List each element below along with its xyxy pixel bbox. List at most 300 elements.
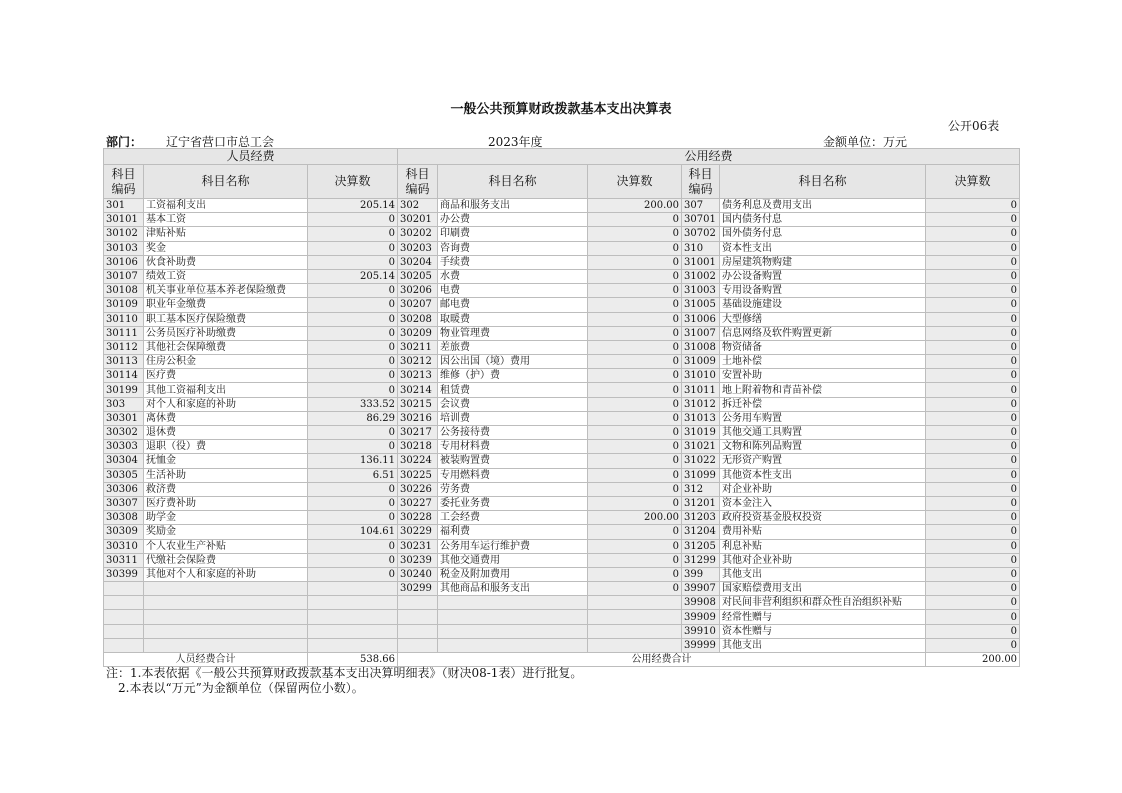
cell-code: 30701 — [682, 213, 720, 227]
cell-code: 31201 — [682, 496, 720, 510]
cell-code: 39907 — [682, 582, 720, 596]
fiscal-year: 2023年度 — [488, 135, 543, 149]
table-row — [104, 440, 1020, 454]
cell-code: 31011 — [682, 383, 720, 397]
cell-code: 39908 — [682, 596, 720, 610]
cell-amount: 0 — [588, 355, 682, 369]
cell-amount: 0 — [308, 553, 398, 567]
cell-name: 退休费 — [144, 426, 308, 440]
cell-code: 303 — [104, 397, 144, 411]
cell-amount — [308, 638, 398, 652]
cell-amount: 0 — [588, 255, 682, 269]
cell-code: 30308 — [104, 511, 144, 525]
cell-code — [398, 610, 438, 624]
cell-code: 30226 — [398, 482, 438, 496]
table-row — [104, 241, 1020, 255]
cell-name: 印刷费 — [438, 227, 588, 241]
cell-code: 30112 — [104, 340, 144, 354]
cell-code — [398, 624, 438, 638]
cell-code: 31204 — [682, 525, 720, 539]
cell-code: 399 — [682, 567, 720, 581]
cell-name: 救济费 — [144, 482, 308, 496]
table-row — [104, 269, 1020, 283]
cell-name — [144, 638, 308, 652]
cell-amount — [308, 624, 398, 638]
cell-code: 30109 — [104, 298, 144, 312]
cell-code — [398, 638, 438, 652]
name-header: 科目名称 — [144, 165, 308, 199]
cell-code: 31010 — [682, 369, 720, 383]
note-2: 2.本表以“万元”为金额单位（保留两位小数）。 — [118, 681, 364, 695]
cell-name: 经常性赠与 — [720, 610, 926, 624]
cell-name: 工资福利支出 — [144, 199, 308, 213]
cell-amount: 0 — [926, 624, 1020, 638]
cell-code: 30204 — [398, 255, 438, 269]
cell-name: 离休费 — [144, 411, 308, 425]
cell-amount: 0 — [926, 326, 1020, 340]
cell-amount: 0 — [308, 241, 398, 255]
cell-amount: 0 — [588, 468, 682, 482]
cell-code: 39909 — [682, 610, 720, 624]
cell-code — [104, 610, 144, 624]
cell-name: 国家赔偿费用支出 — [720, 582, 926, 596]
department-label: 部门： — [106, 135, 143, 149]
cell-code: 39999 — [682, 638, 720, 652]
report-title: 一般公共预算财政拨款基本支出决算表 — [450, 102, 672, 117]
cell-code: 30107 — [104, 269, 144, 283]
cell-name: 国外债务付息 — [720, 227, 926, 241]
cell-amount: 0 — [588, 496, 682, 510]
column-header-row — [104, 165, 1020, 199]
cell-code: 30106 — [104, 255, 144, 269]
cell-code: 30217 — [398, 426, 438, 440]
cell-name: 住房公积金 — [144, 355, 308, 369]
cell-name: 对民间非营利组织和群众性自治组织补贴 — [720, 596, 926, 610]
cell-amount: 205.14 — [308, 199, 398, 213]
cell-name: 退职（役）费 — [144, 440, 308, 454]
cell-amount: 0 — [926, 298, 1020, 312]
cell-code: 30227 — [398, 496, 438, 510]
cell-amount: 0 — [588, 553, 682, 567]
cell-code: 31099 — [682, 468, 720, 482]
cell-amount: 0 — [588, 397, 682, 411]
cell-name — [438, 638, 588, 652]
cell-amount — [308, 610, 398, 624]
cell-amount: 0 — [926, 638, 1020, 652]
cell-code: 30304 — [104, 454, 144, 468]
cell-name: 其他支出 — [720, 567, 926, 581]
notes — [106, 666, 582, 696]
cell-amount: 0 — [308, 511, 398, 525]
cell-name: 公务员医疗补助缴费 — [144, 326, 308, 340]
cell-code: 31021 — [682, 440, 720, 454]
cell-name: 职工基本医疗保险缴费 — [144, 312, 308, 326]
table-row — [104, 624, 1020, 638]
cell-amount: 0 — [926, 596, 1020, 610]
cell-amount: 0 — [588, 539, 682, 553]
amount-header: 决算数 — [926, 165, 1020, 199]
cell-amount: 0 — [308, 298, 398, 312]
cell-code: 30113 — [104, 355, 144, 369]
cell-name: 其他对个人和家庭的补助 — [144, 567, 308, 581]
cell-code: 31203 — [682, 511, 720, 525]
cell-amount: 0 — [926, 411, 1020, 425]
cell-code — [104, 624, 144, 638]
cell-code: 30225 — [398, 468, 438, 482]
code-header: 科目编码 — [398, 165, 438, 199]
cell-amount: 205.14 — [308, 269, 398, 283]
cell-name: 代缴社会保险费 — [144, 553, 308, 567]
cell-code: 30207 — [398, 298, 438, 312]
cell-name: 资本性赠与 — [720, 624, 926, 638]
table-row — [104, 213, 1020, 227]
cell-name: 土地补偿 — [720, 355, 926, 369]
cell-amount: 0 — [926, 496, 1020, 510]
cell-name: 其他资本性支出 — [720, 468, 926, 482]
cell-amount: 0 — [588, 383, 682, 397]
note-1: 注：1.本表依据《一般公共预算财政拨款基本支出决算明细表》（财决08-1表）进行批复。 — [106, 666, 583, 680]
cell-amount: 200.00 — [588, 511, 682, 525]
cell-code: 30214 — [398, 383, 438, 397]
amount-header: 决算数 — [308, 165, 398, 199]
cell-code: 30231 — [398, 539, 438, 553]
cell-name: 对个人和家庭的补助 — [144, 397, 308, 411]
cell-name: 其他对企业补助 — [720, 553, 926, 567]
cell-name: 政府投资基金股权投资 — [720, 511, 926, 525]
table-row — [104, 596, 1020, 610]
cell-code: 30218 — [398, 440, 438, 454]
cell-amount: 0 — [308, 227, 398, 241]
cell-code: 31001 — [682, 255, 720, 269]
cell-amount: 0 — [926, 369, 1020, 383]
cell-code: 31012 — [682, 397, 720, 411]
cell-name: 办公设备购置 — [720, 269, 926, 283]
public-total-value: 200.00 — [926, 653, 1020, 667]
cell-code: 30240 — [398, 567, 438, 581]
cell-code: 30205 — [398, 269, 438, 283]
cell-code: 31005 — [682, 298, 720, 312]
cell-amount: 0 — [308, 326, 398, 340]
cell-name: 伙食补助费 — [144, 255, 308, 269]
cell-amount: 200.00 — [588, 199, 682, 213]
cell-amount: 0 — [926, 269, 1020, 283]
table-row — [104, 482, 1020, 496]
cell-name — [144, 582, 308, 596]
cell-code — [104, 596, 144, 610]
cell-code: 30305 — [104, 468, 144, 482]
personnel-total-value: 538.66 — [308, 653, 398, 667]
cell-name: 资本金注入 — [720, 496, 926, 510]
table-row — [104, 255, 1020, 269]
table-row — [104, 355, 1020, 369]
cell-name: 公务接待费 — [438, 426, 588, 440]
cell-amount: 0 — [926, 255, 1020, 269]
cell-name: 公务用车运行维护费 — [438, 539, 588, 553]
cell-amount: 0 — [926, 567, 1020, 581]
cell-code: 31013 — [682, 411, 720, 425]
cell-amount: 0 — [308, 482, 398, 496]
table-row — [104, 227, 1020, 241]
table-row — [104, 511, 1020, 525]
cell-name: 地上附着物和青苗补偿 — [720, 383, 926, 397]
cell-name: 奖金 — [144, 241, 308, 255]
cell-amount: 0 — [308, 440, 398, 454]
cell-name: 手续费 — [438, 255, 588, 269]
cell-code: 30103 — [104, 241, 144, 255]
personnel-total-label: 人员经费合计 — [104, 653, 308, 667]
cell-code: 30201 — [398, 213, 438, 227]
cell-name: 绩效工资 — [144, 269, 308, 283]
cell-name: 福利费 — [438, 525, 588, 539]
cell-amount: 0 — [926, 482, 1020, 496]
amount-header: 决算数 — [588, 165, 682, 199]
cell-code: 30111 — [104, 326, 144, 340]
cell-name: 资本性支出 — [720, 241, 926, 255]
cell-name: 物资储备 — [720, 340, 926, 354]
cell-code: 30209 — [398, 326, 438, 340]
cell-amount: 0 — [926, 397, 1020, 411]
cell-code: 30301 — [104, 411, 144, 425]
table-row — [104, 199, 1020, 213]
cell-name — [438, 624, 588, 638]
table-row — [104, 340, 1020, 354]
cell-amount: 0 — [926, 284, 1020, 298]
cell-name: 基础设施建设 — [720, 298, 926, 312]
cell-name: 物业管理费 — [438, 326, 588, 340]
cell-amount: 0 — [308, 284, 398, 298]
cell-code: 30299 — [398, 582, 438, 596]
cell-code: 39910 — [682, 624, 720, 638]
cell-code: 30208 — [398, 312, 438, 326]
cell-amount: 0 — [588, 426, 682, 440]
cell-code: 30199 — [104, 383, 144, 397]
public-group-header: 公用经费 — [398, 149, 1020, 165]
cell-amount: 0 — [926, 213, 1020, 227]
table-row — [104, 525, 1020, 539]
cell-amount — [588, 596, 682, 610]
cell-code: 30310 — [104, 539, 144, 553]
cell-code: 30239 — [398, 553, 438, 567]
cell-amount: 0 — [308, 567, 398, 581]
cell-name: 维修（护）费 — [438, 369, 588, 383]
expenditure-table — [103, 148, 1020, 667]
cell-name: 委托业务费 — [438, 496, 588, 510]
table-row — [104, 567, 1020, 581]
cell-amount: 0 — [588, 213, 682, 227]
cell-code: 307 — [682, 199, 720, 213]
cell-name — [144, 624, 308, 638]
cell-code: 310 — [682, 241, 720, 255]
table-row — [104, 468, 1020, 482]
cell-amount: 0 — [588, 567, 682, 581]
cell-amount: 0 — [926, 383, 1020, 397]
cell-name: 机关事业单位基本养老保险缴费 — [144, 284, 308, 298]
cell-name: 公务用车购置 — [720, 411, 926, 425]
cell-code: 30212 — [398, 355, 438, 369]
cell-amount: 136.11 — [308, 454, 398, 468]
cell-code: 30215 — [398, 397, 438, 411]
cell-name: 无形资产购置 — [720, 454, 926, 468]
table-row — [104, 610, 1020, 624]
group-header-row — [104, 149, 1020, 165]
cell-code: 31007 — [682, 326, 720, 340]
cell-name: 办公费 — [438, 213, 588, 227]
cell-name: 专用燃料费 — [438, 468, 588, 482]
amount-unit: 金额单位：万元 — [823, 135, 908, 149]
cell-name: 债务利息及费用支出 — [720, 199, 926, 213]
cell-code: 301 — [104, 199, 144, 213]
cell-code: 30306 — [104, 482, 144, 496]
cell-code: 30309 — [104, 525, 144, 539]
cell-code — [398, 596, 438, 610]
cell-name: 安置补助 — [720, 369, 926, 383]
cell-amount: 0 — [926, 582, 1020, 596]
cell-amount: 0 — [926, 610, 1020, 624]
cell-amount: 0 — [308, 312, 398, 326]
table-row — [104, 553, 1020, 567]
table-row — [104, 383, 1020, 397]
cell-name: 取暖费 — [438, 312, 588, 326]
cell-amount: 0 — [926, 227, 1020, 241]
cell-name: 电费 — [438, 284, 588, 298]
cell-name: 医疗费 — [144, 369, 308, 383]
cell-amount: 104.61 — [308, 525, 398, 539]
cell-code: 30216 — [398, 411, 438, 425]
cell-code: 30224 — [398, 454, 438, 468]
cell-amount: 0 — [926, 199, 1020, 213]
personnel-group-header: 人员经费 — [104, 149, 398, 165]
cell-amount: 0 — [588, 241, 682, 255]
table-row — [104, 454, 1020, 468]
cell-amount: 0 — [588, 269, 682, 283]
cell-code — [104, 638, 144, 652]
cell-name: 其他支出 — [720, 638, 926, 652]
cell-name: 对企业补助 — [720, 482, 926, 496]
cell-amount: 0 — [926, 468, 1020, 482]
cell-name: 津贴补贴 — [144, 227, 308, 241]
table-row — [104, 496, 1020, 510]
cell-code: 30211 — [398, 340, 438, 354]
cell-amount: 0 — [588, 298, 682, 312]
cell-name: 医疗费补助 — [144, 496, 308, 510]
cell-amount: 0 — [308, 383, 398, 397]
cell-code: 30101 — [104, 213, 144, 227]
cell-amount — [588, 624, 682, 638]
cell-name — [438, 610, 588, 624]
cell-amount — [588, 638, 682, 652]
cell-name — [144, 596, 308, 610]
name-header: 科目名称 — [720, 165, 926, 199]
cell-name: 其他商品和服务支出 — [438, 582, 588, 596]
cell-name: 生活补助 — [144, 468, 308, 482]
cell-code: 31022 — [682, 454, 720, 468]
cell-amount: 0 — [926, 340, 1020, 354]
cell-name: 大型修缮 — [720, 312, 926, 326]
cell-amount: 0 — [588, 582, 682, 596]
cell-code: 30213 — [398, 369, 438, 383]
cell-name: 房屋建筑物购建 — [720, 255, 926, 269]
cell-name: 国内债务付息 — [720, 213, 926, 227]
cell-code: 30228 — [398, 511, 438, 525]
cell-name: 租赁费 — [438, 383, 588, 397]
table-row — [104, 426, 1020, 440]
cell-name: 奖励金 — [144, 525, 308, 539]
cell-amount — [308, 596, 398, 610]
table-row — [104, 582, 1020, 596]
cell-code: 30302 — [104, 426, 144, 440]
cell-amount — [588, 610, 682, 624]
cell-amount: 0 — [588, 284, 682, 298]
table-number: 公开06表 — [948, 119, 1000, 133]
cell-amount: 0 — [588, 227, 682, 241]
cell-name: 其他交通费用 — [438, 553, 588, 567]
cell-name: 邮电费 — [438, 298, 588, 312]
cell-code: 31002 — [682, 269, 720, 283]
cell-amount: 0 — [926, 539, 1020, 553]
cell-name: 税金及附加费用 — [438, 567, 588, 581]
cell-name: 培训费 — [438, 411, 588, 425]
cell-name: 咨询费 — [438, 241, 588, 255]
cell-amount: 0 — [926, 525, 1020, 539]
table-row — [104, 312, 1020, 326]
cell-name: 其他工资福利支出 — [144, 383, 308, 397]
cell-name: 抚恤金 — [144, 454, 308, 468]
cell-code — [104, 582, 144, 596]
table-row — [104, 411, 1020, 425]
cell-code: 30110 — [104, 312, 144, 326]
cell-name: 会议费 — [438, 397, 588, 411]
cell-code: 30229 — [398, 525, 438, 539]
public-total-label: 公用经费合计 — [398, 653, 926, 667]
cell-name: 基本工资 — [144, 213, 308, 227]
cell-amount: 0 — [588, 440, 682, 454]
cell-code: 30102 — [104, 227, 144, 241]
name-header: 科目名称 — [438, 165, 588, 199]
table-row — [104, 638, 1020, 652]
cell-code: 302 — [398, 199, 438, 213]
cell-code: 30303 — [104, 440, 144, 454]
cell-amount: 0 — [588, 411, 682, 425]
cell-code: 31003 — [682, 284, 720, 298]
cell-name: 专用材料费 — [438, 440, 588, 454]
table-row — [104, 284, 1020, 298]
cell-name: 被装购置费 — [438, 454, 588, 468]
cell-code: 31299 — [682, 553, 720, 567]
table-row — [104, 326, 1020, 340]
cell-code: 312 — [682, 482, 720, 496]
cell-amount: 0 — [308, 496, 398, 510]
cell-amount: 6.51 — [308, 468, 398, 482]
cell-name: 劳务费 — [438, 482, 588, 496]
cell-amount: 0 — [308, 539, 398, 553]
cell-name: 工会经费 — [438, 511, 588, 525]
cell-amount: 0 — [308, 355, 398, 369]
cell-name: 个人农业生产补贴 — [144, 539, 308, 553]
cell-code: 31009 — [682, 355, 720, 369]
cell-amount: 0 — [308, 340, 398, 354]
cell-amount: 0 — [926, 440, 1020, 454]
cell-amount: 86.29 — [308, 411, 398, 425]
cell-name: 拆迁补偿 — [720, 397, 926, 411]
cell-amount: 0 — [588, 369, 682, 383]
cell-name: 助学金 — [144, 511, 308, 525]
cell-amount: 0 — [588, 326, 682, 340]
cell-code: 31019 — [682, 426, 720, 440]
cell-name: 文物和陈列品购置 — [720, 440, 926, 454]
cell-name: 其他交通工具购置 — [720, 426, 926, 440]
cell-amount: 0 — [588, 340, 682, 354]
cell-amount: 0 — [926, 553, 1020, 567]
